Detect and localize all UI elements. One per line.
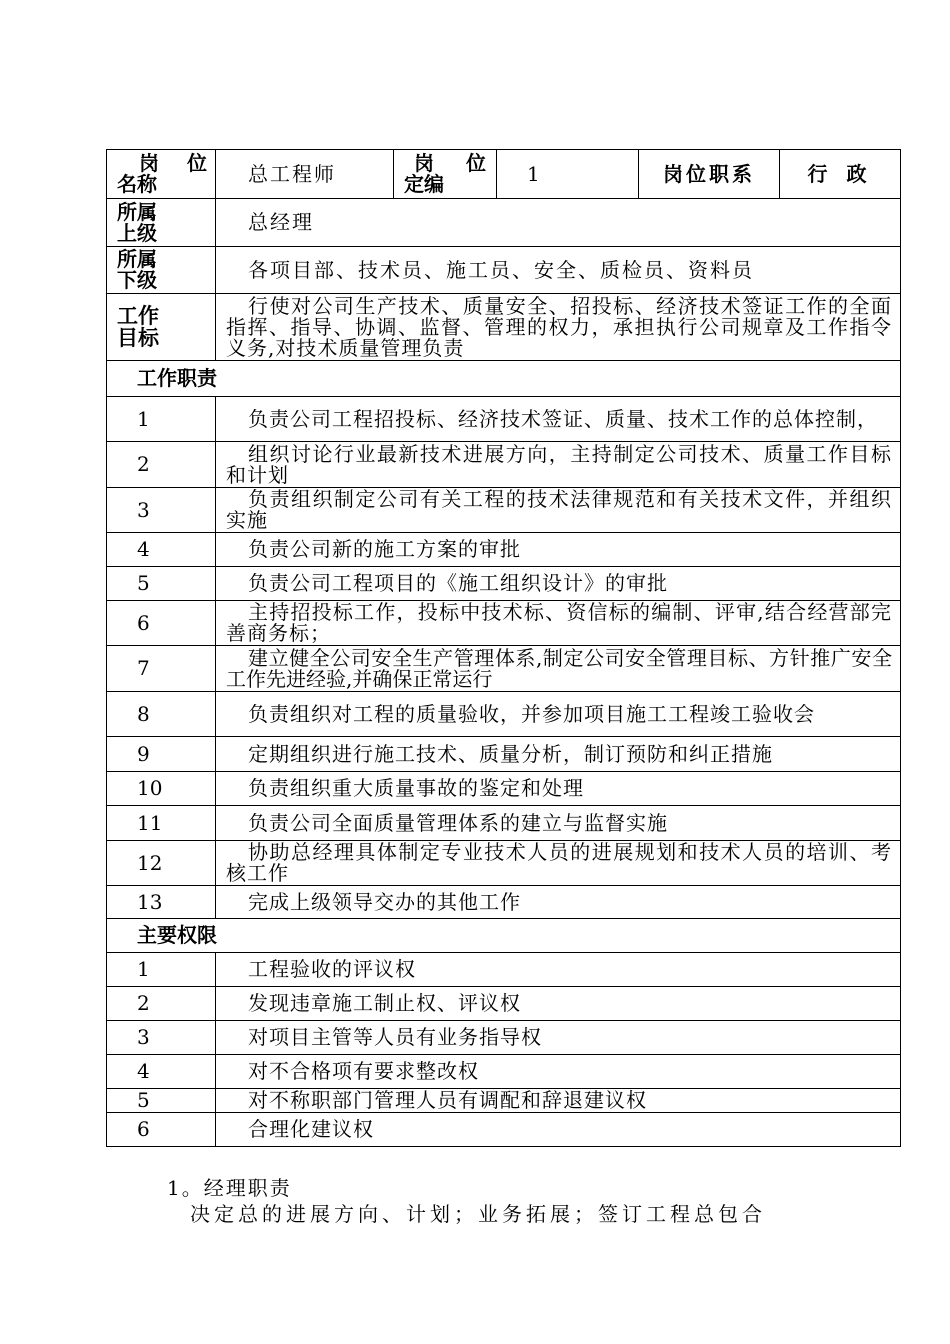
table-row (107, 1113, 901, 1147)
authority-title: 主要权限 (107, 919, 901, 953)
table-row (107, 987, 901, 1021)
duty-text: 负责公司工程招投标、经济技术签证、质量、技术工作的总体控制， (216, 397, 901, 442)
duty-number: 4 (107, 533, 216, 567)
table-row (107, 397, 901, 442)
authority-number: 3 (107, 1021, 216, 1055)
duty-number: 2 (107, 442, 216, 488)
table-row (107, 1021, 901, 1055)
goal-value: 行使对公司生产技术、质量安全、招投标、经济技术签证工作的全面指挥、指导、协调、监督、管理的权力，承担执行公司规章及工作指令义务,对技术质量管理负责 (216, 294, 901, 361)
table-row (107, 533, 901, 567)
duty-number: 11 (107, 806, 216, 841)
superior-label: 所属 上级 (107, 199, 216, 247)
duty-text: 主持招投标工作，投标中技术标、资信标的编制、评审,结合经营部完善商务标； (216, 601, 901, 646)
manager-duties-text: 决定总的进展方向、计划；业务拓展；签订工程总包合 (190, 1202, 766, 1226)
duty-text: 负责组织重大质量事故的鉴定和处理 (216, 772, 901, 806)
table-row (107, 737, 901, 772)
duty-number: 6 (107, 601, 216, 646)
table-row (107, 567, 901, 601)
duty-number: 12 (107, 841, 216, 886)
goal-row (107, 294, 901, 361)
authority-text: 发现违章施工制止权、评议权 (216, 987, 901, 1021)
duties-title-row (107, 361, 901, 397)
duty-text: 负责组织对工程的质量验收，并参加项目施工工程竣工验收会 (216, 692, 901, 737)
table-row (107, 841, 901, 886)
duty-number: 3 (107, 488, 216, 533)
quota-value: 1 (497, 150, 639, 199)
duty-number: 9 (107, 737, 216, 772)
authority-text: 对不合格项有要求整改权 (216, 1055, 901, 1089)
superior-row (107, 199, 901, 247)
authority-number: 4 (107, 1055, 216, 1089)
manager-duties-heading: 1。经理职责 (167, 1176, 292, 1200)
table-row (107, 886, 901, 919)
superior-value: 总经理 (216, 199, 901, 247)
authority-text: 工程验收的评议权 (216, 953, 901, 987)
duty-text: 完成上级领导交办的其他工作 (216, 886, 901, 919)
authority-text: 对项目主管等人员有业务指导权 (216, 1021, 901, 1055)
subordinate-value: 各项目部、技术员、施工员、安全、质检员、资料员 (216, 247, 901, 294)
job-description-table (106, 149, 901, 1147)
duty-text: 建立健全公司安全生产管理体系,制定公司安全管理目标、方针推广安全工作先进经验,并确保正常运行 (216, 646, 901, 692)
authority-number: 5 (107, 1089, 216, 1113)
authority-number: 2 (107, 987, 216, 1021)
duty-number: 1 (107, 397, 216, 442)
post-name-value: 总工程师 (216, 150, 394, 199)
table-row (107, 953, 901, 987)
authority-number: 6 (107, 1113, 216, 1147)
table-row (107, 806, 901, 841)
header-row (107, 150, 901, 199)
table-row (107, 1089, 901, 1113)
duty-text: 负责公司新的施工方案的审批 (216, 533, 901, 567)
table-row (107, 772, 901, 806)
table-row (107, 692, 901, 737)
duty-number: 13 (107, 886, 216, 919)
series-label: 岗位职系 (639, 150, 780, 199)
duty-number: 8 (107, 692, 216, 737)
duties-title: 工作职责 (107, 361, 901, 397)
post-name-label: 岗 位 名称 (107, 150, 216, 199)
authority-number: 1 (107, 953, 216, 987)
duty-text: 负责公司工程项目的《施工组织设计》的审批 (216, 567, 901, 601)
duty-text: 负责公司全面质量管理体系的建立与监督实施 (216, 806, 901, 841)
subordinate-row (107, 247, 901, 294)
table-row (107, 488, 901, 533)
authority-text: 合理化建议权 (216, 1113, 901, 1147)
table-row (107, 442, 901, 488)
authority-text: 对不称职部门管理人员有调配和辞退建议权 (216, 1089, 901, 1113)
duty-text: 负责组织制定公司有关工程的技术法律规范和有关技术文件，并组织实施 (216, 488, 901, 533)
authority-title-row (107, 919, 901, 953)
table-row (107, 601, 901, 646)
series-value: 行 政 (780, 150, 901, 199)
table-row (107, 646, 901, 692)
table-row (107, 1055, 901, 1089)
duty-text: 组织讨论行业最新技术进展方向，主持制定公司技术、质量工作目标和计划 (216, 442, 901, 488)
duty-number: 7 (107, 646, 216, 692)
duty-number: 5 (107, 567, 216, 601)
duty-number: 10 (107, 772, 216, 806)
goal-label: 工作 目标 (107, 294, 216, 361)
subordinate-label: 所属 下级 (107, 247, 216, 294)
duty-text: 定期组织进行施工技术、质量分析，制订预防和纠正措施 (216, 737, 901, 772)
quota-label: 岗 位 定编 (394, 150, 497, 199)
duty-text: 协助总经理具体制定专业技术人员的进展规划和技术人员的培训、考核工作 (216, 841, 901, 886)
